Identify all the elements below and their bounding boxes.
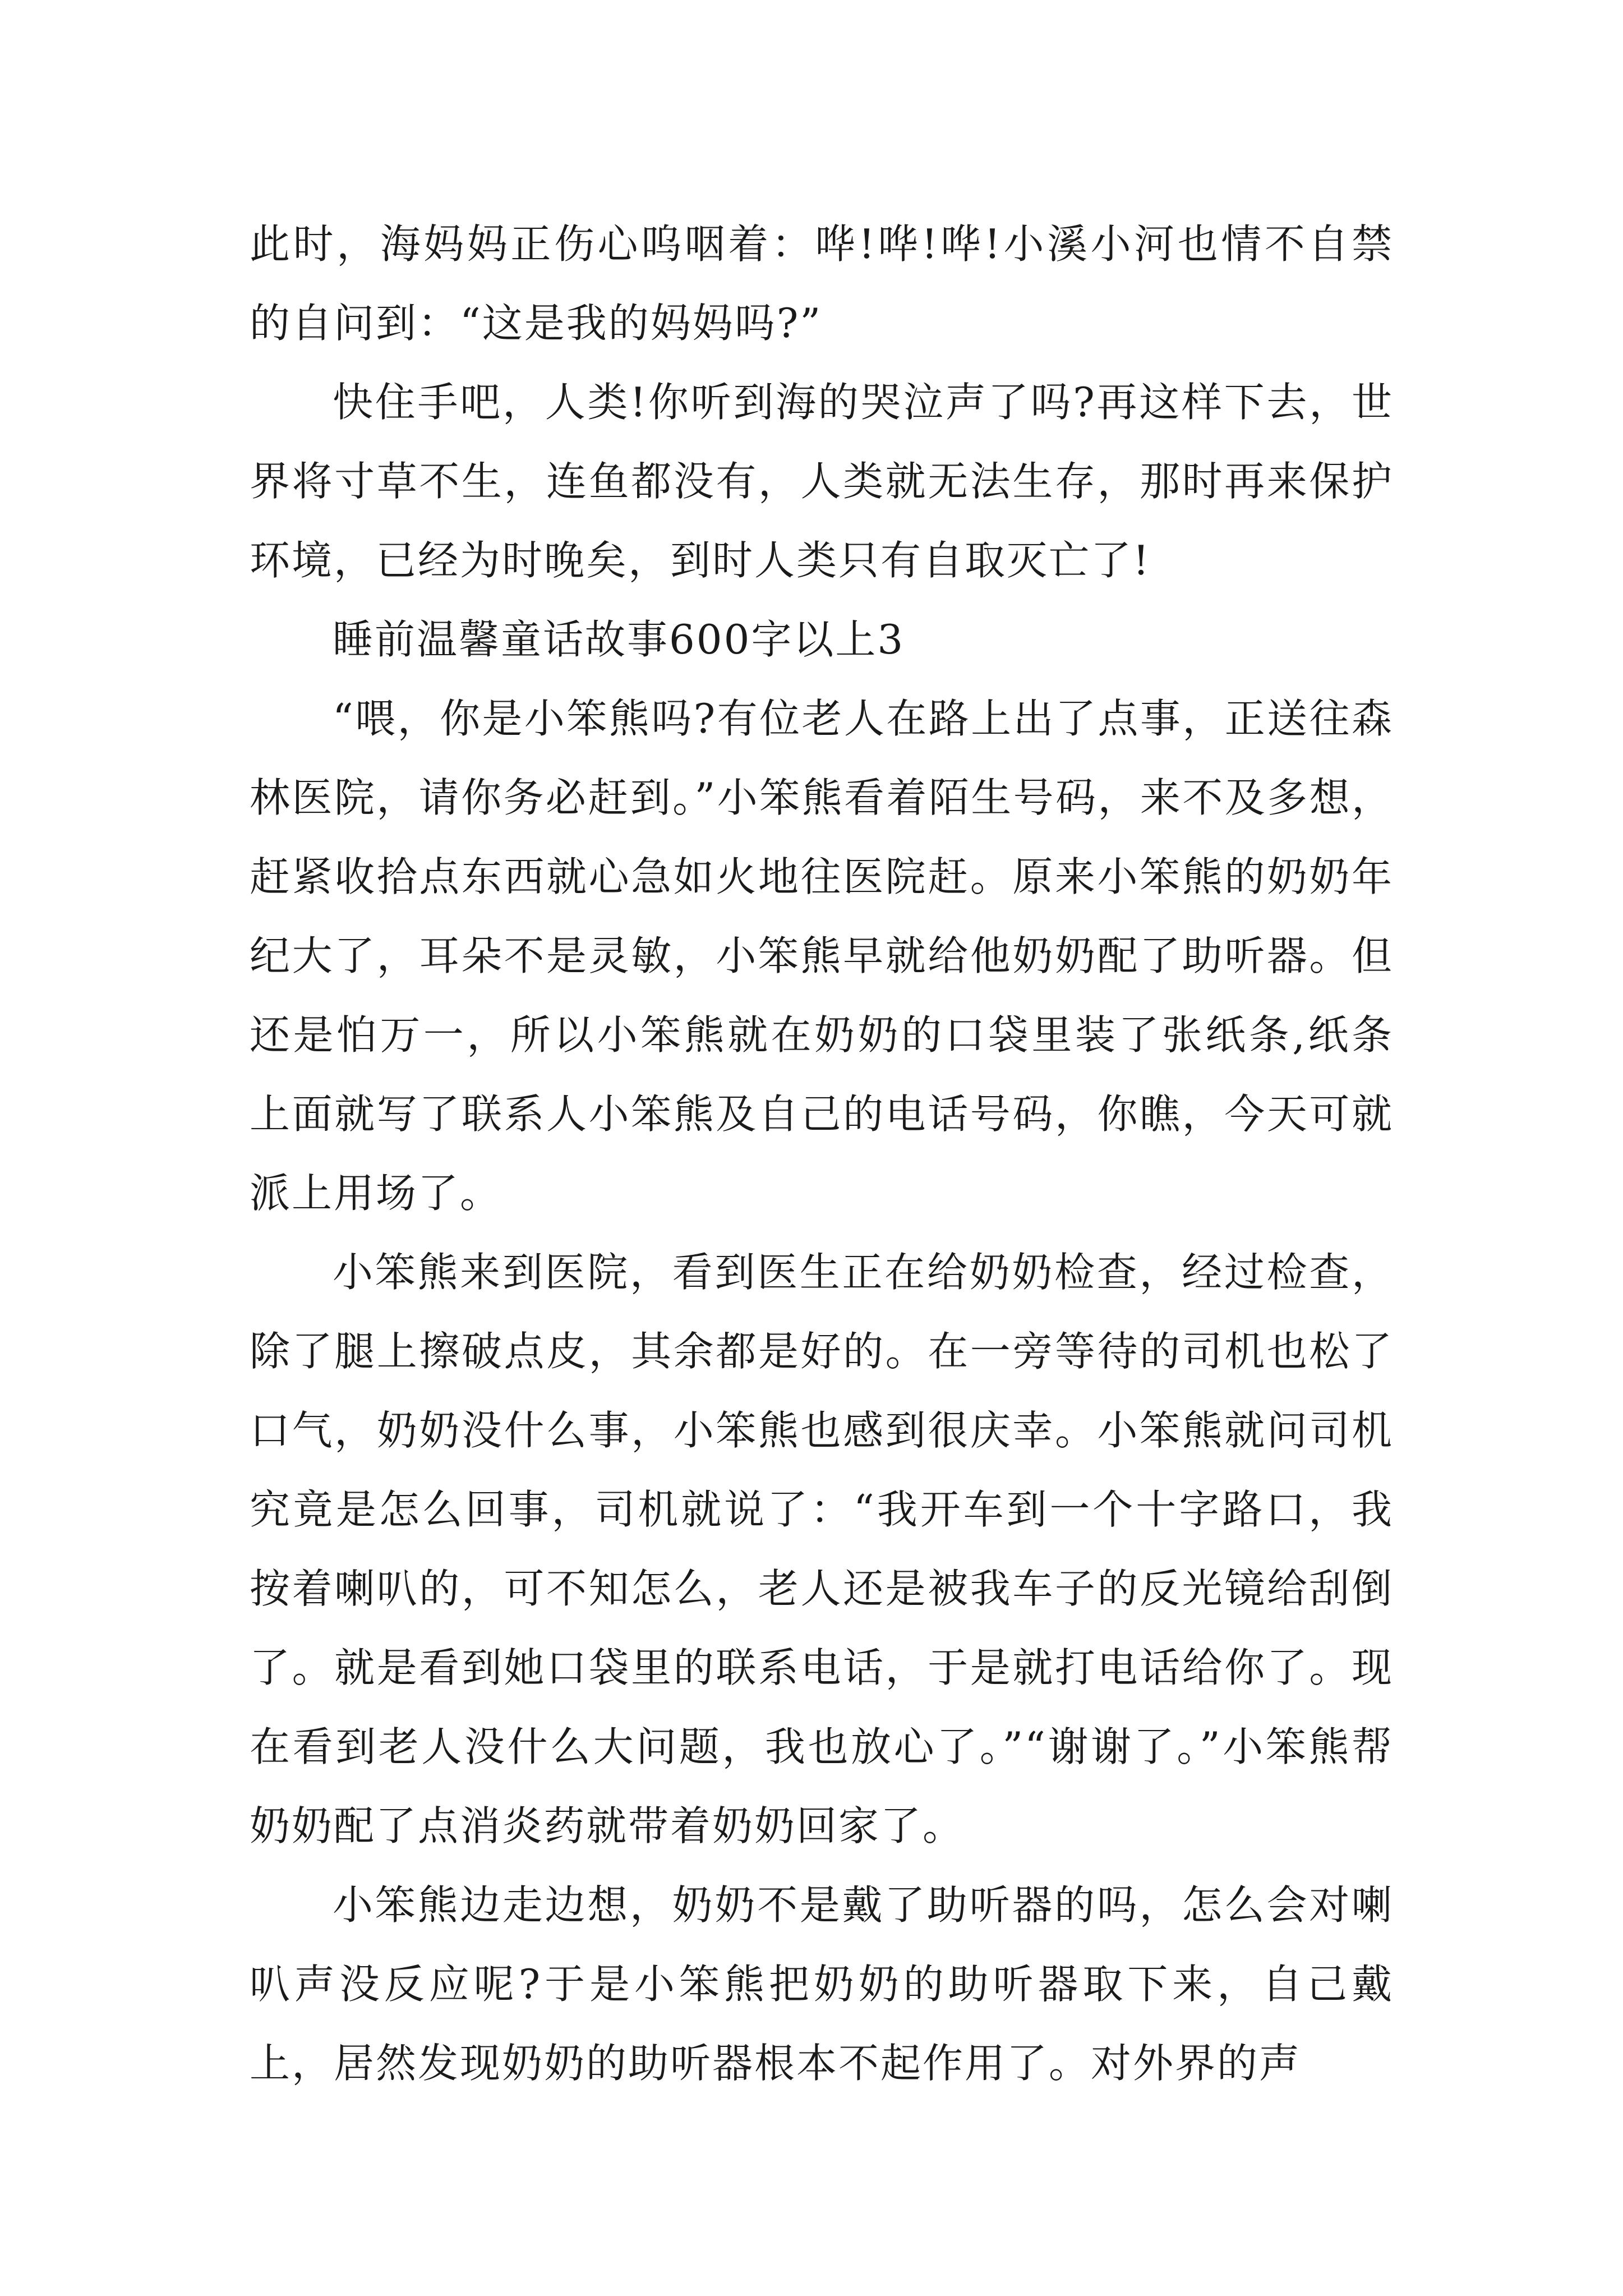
story-heading: 睡前温馨童话故事600字以上3	[333, 616, 905, 663]
paragraph-sea-mother: 此时，海妈妈正伤心呜咽着：哗!哗!哗!小溪小河也情不自禁的自问到：“这是我的妈妈吗?”	[250, 220, 1394, 347]
paragraph-hearing-aid: 小笨熊边走边想，奶奶不是戴了助听器的吗，怎么会对喇叭声没反应呢?于是小笨熊把奶奶的助听器取下来，自己戴上，居然发现奶奶的助听器根本不起作用了。对外界的声	[250, 1881, 1394, 2087]
paragraph-hospital: 小笨熊来到医院，看到医生正在给奶奶检查，经过检查，除了腿上擦破点皮，其余都是好的。在一旁等待的司机也松了口气，奶奶没什么事，小笨熊也感到很庆幸。小笨熊就问司机究竟是怎么回事，司机就说了：“我开车到一个十字路口，我按着喇叭的，可不知怎么，老人还是被我车子的反光镜给刮倒了。就是看到她口袋里的联系电话，于是就打电话给你了。现在看到老人没什么大问题，我也放心了。”“谢谢了。”小笨熊帮奶奶配了点消炎药就带着奶奶回家了。	[250, 1249, 1394, 1849]
paragraph-stop-humans: 快住手吧，人类!你听到海的哭泣声了吗?再这样下去，世界将寸草不生，连鱼都没有，人类就无法生存，那时再来保护环境，已经为时晚矣，到时人类只有自取灭亡了!	[250, 379, 1394, 584]
paragraph-phone-call: “喂，你是小笨熊吗?有位老人在路上出了点事，正送往森林医院，请你务必赶到。”小笨熊看着陌生号码，来不及多想，赶紧收拾点东西就心急如火地往医院赶。原来小笨熊的奶奶年纪大了，耳朵不是灵敏，小笨熊早就给他奶奶配了助听器。但还是怕万一，所以小笨熊就在奶奶的口袋里装了张纸条,纸条上面就写了联系人小笨熊及自己的电话号码，你瞧，今天可就派上用场了。	[250, 695, 1394, 1217]
document-body	[250, 205, 1394, 2103]
